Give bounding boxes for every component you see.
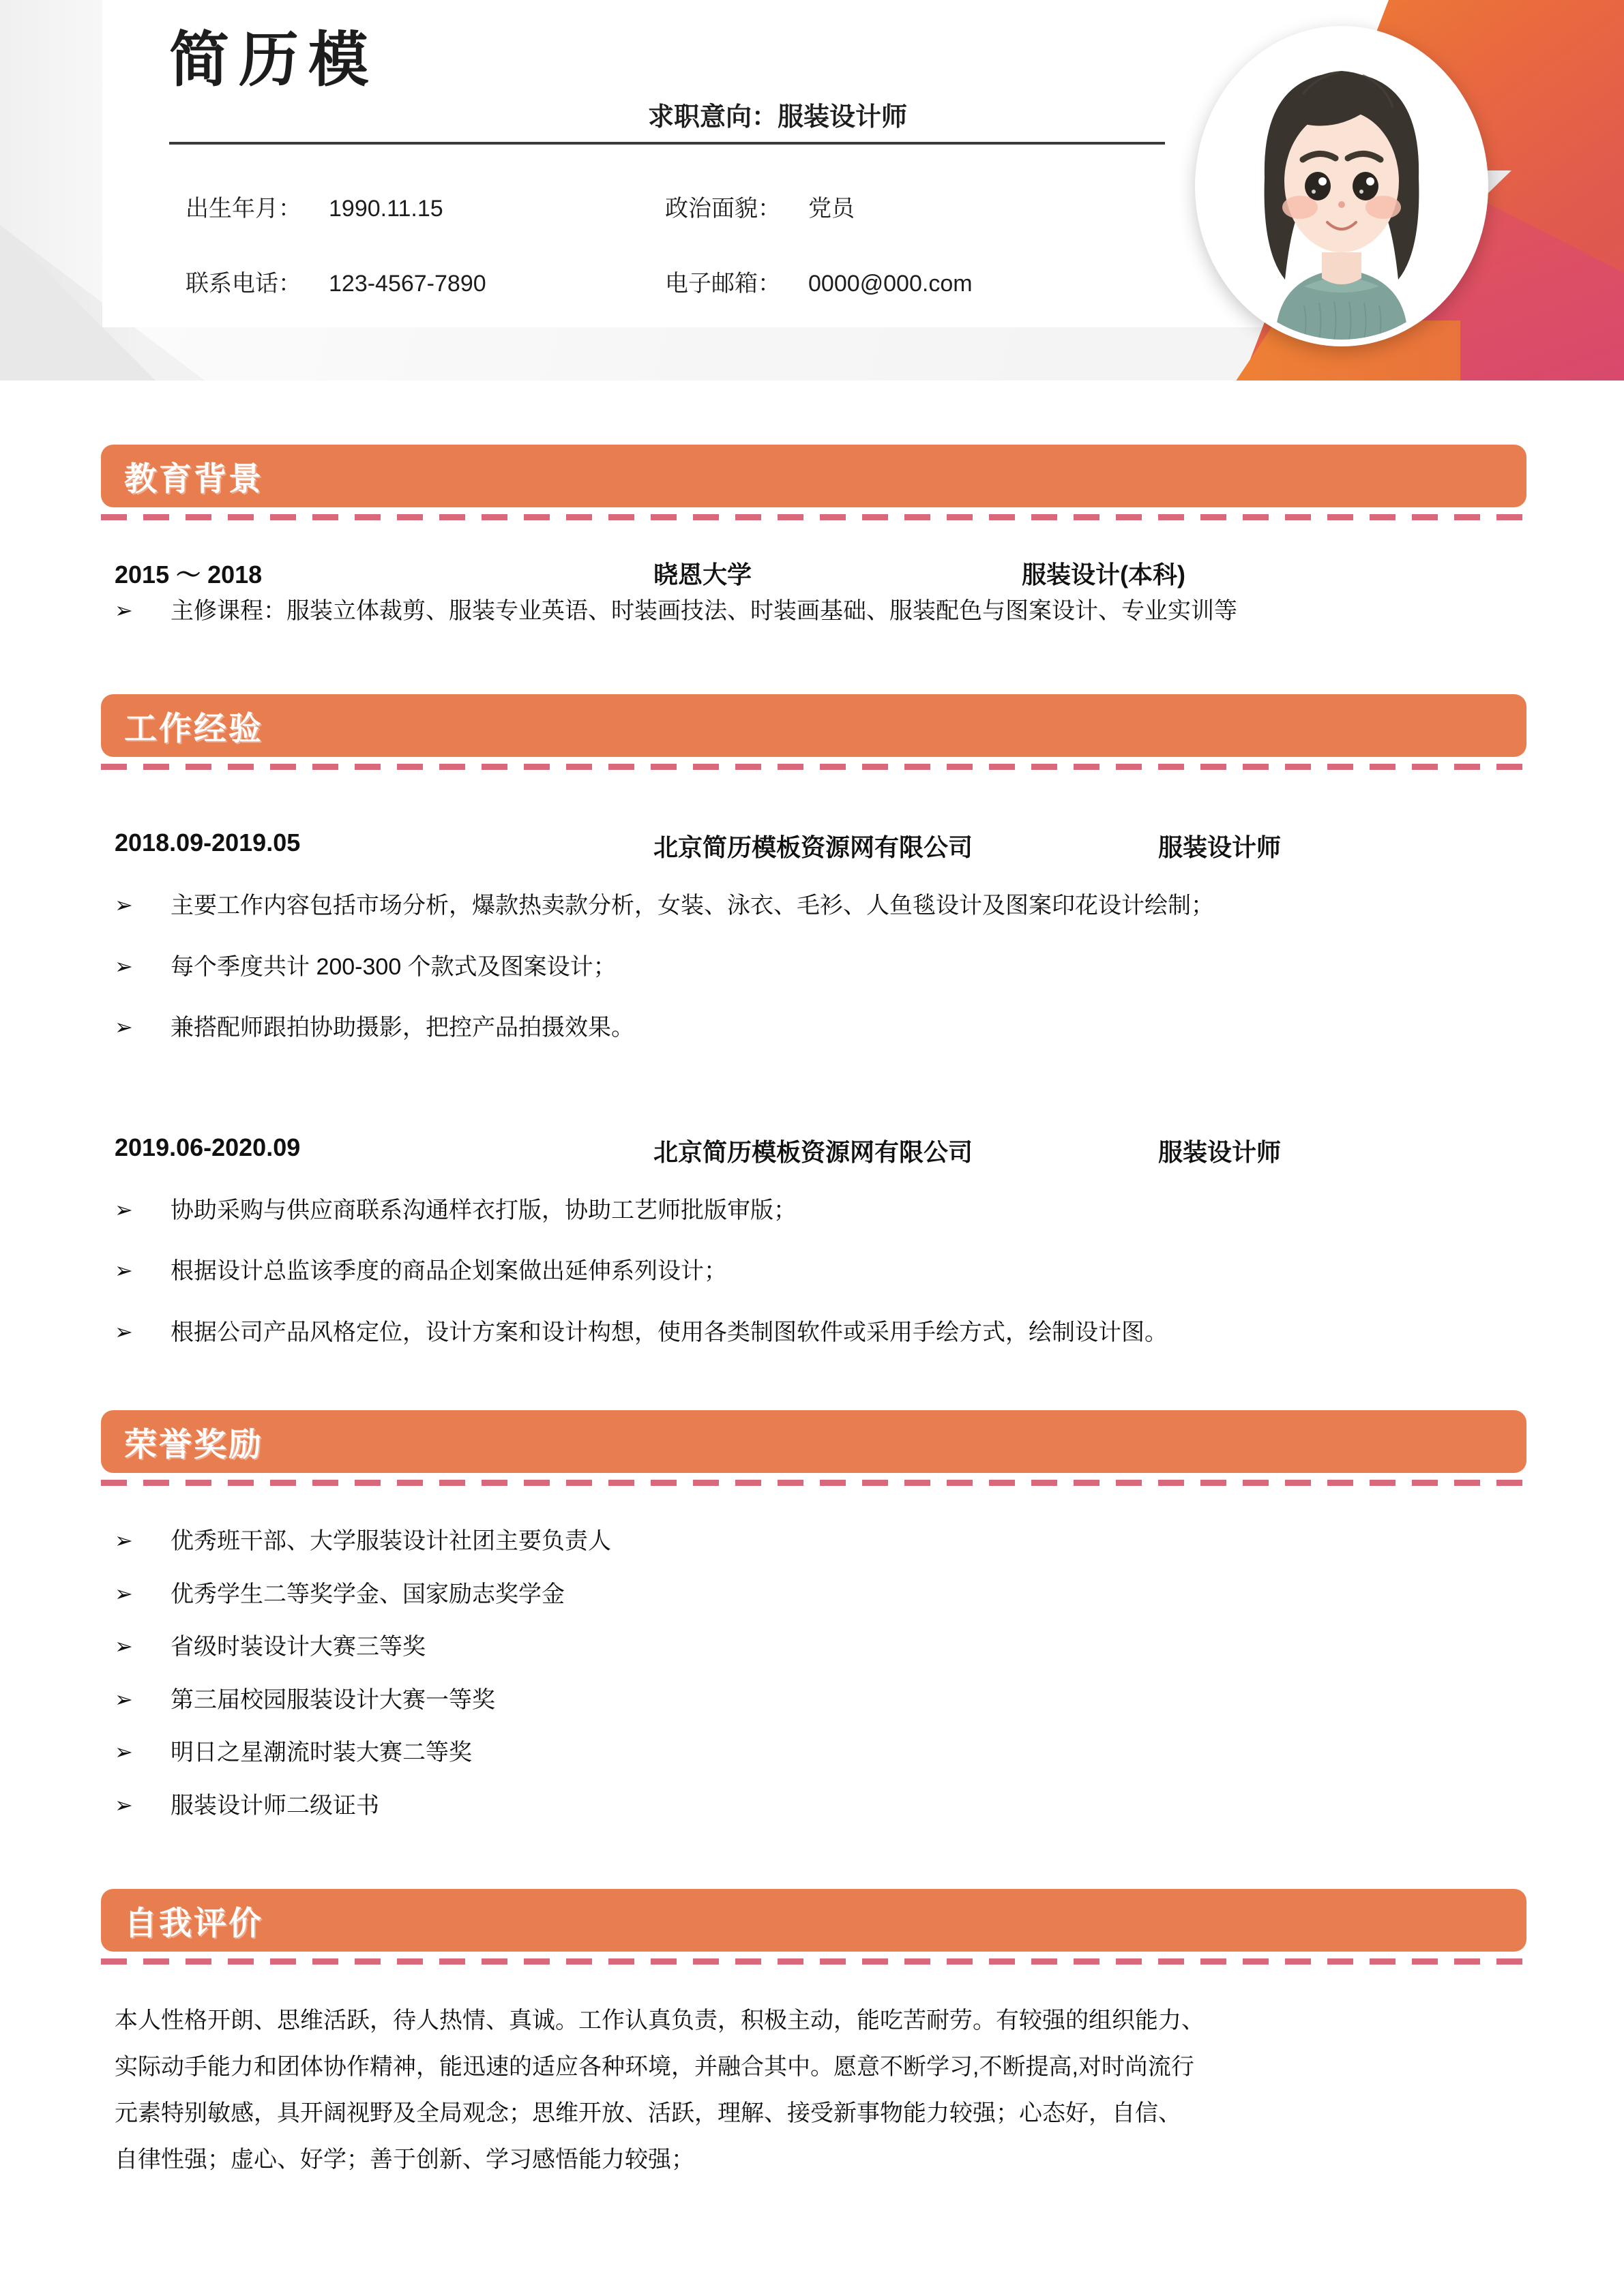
- honor-item: [115, 1737, 1526, 1770]
- work-bullet: [115, 951, 1526, 984]
- arrow-bullet-icon: ➢: [115, 1014, 133, 1041]
- work-entry-head: [115, 1133, 1520, 1166]
- info-phone-label: 联系电话：: [186, 271, 301, 297]
- resume-header: [0, 0, 1624, 381]
- section-honors: [0, 1410, 1624, 1823]
- work-company: 北京简历模板资源网有限公司: [653, 833, 973, 861]
- education-major: 服装设计(本科): [1022, 561, 1185, 588]
- work-bullet-text: 协助采购与供应商联系沟通样衣打版，协助工艺师批版审版；: [171, 1197, 797, 1223]
- work-bullet-text: 根据公司产品风格定位，设计方案和设计构想，使用各类制图软件或采用手绘方式，绘制设计图。: [171, 1319, 1168, 1345]
- arrow-bullet-icon: ➢: [115, 953, 133, 979]
- honor-item-text: 服装设计师二级证书: [171, 1792, 379, 1819]
- self-evaluation-paragraph: [115, 1997, 1520, 2183]
- info-political-status-label: 政治面貌：: [665, 196, 781, 222]
- info-phone: [186, 265, 486, 298]
- education-school: 晓恩大学: [653, 561, 752, 588]
- info-birthdate-value: 1990.11.15: [329, 196, 443, 222]
- arrow-bullet-icon: ➢: [115, 892, 133, 918]
- section-title-work: 工作经验: [124, 711, 264, 747]
- header-divider: [169, 142, 1165, 145]
- honor-item: [115, 1684, 1526, 1717]
- section-header-honors: [101, 1410, 1526, 1473]
- section-title-education: 教育背景: [124, 461, 264, 498]
- arrow-bullet-icon: ➢: [115, 1686, 133, 1712]
- arrow-bullet-icon: ➢: [115, 1791, 133, 1818]
- section-dashed-divider: [101, 1480, 1526, 1486]
- honor-item-text: 第三届校园服装设计大赛一等奖: [171, 1686, 495, 1713]
- arrow-bullet-icon: ➢: [115, 597, 133, 623]
- section-title-honors: 荣誉奖励: [124, 1427, 264, 1463]
- work-bullet-text: 每个季度共计 200-300 个款式及图案设计；: [171, 953, 617, 980]
- section-header-self-evaluation: [101, 1889, 1526, 1952]
- info-political-status: [665, 190, 855, 223]
- work-dates: 2019.06-2020.09: [115, 1133, 301, 1161]
- section-education: [0, 445, 1624, 628]
- honor-item-text: 明日之星潮流时装大赛二等奖: [171, 1740, 472, 1766]
- honor-item: [115, 1790, 1526, 1823]
- honor-item-text: 优秀班干部、大学服装设计社团主要负责人: [171, 1528, 611, 1554]
- work-entry-head: [115, 829, 1520, 861]
- self-evaluation-line: 实际动手能力和团体协作精神，能迅速的适应各种环境，并融合其中。愿意不断学习,不断提高,对时尚流行: [115, 2054, 1194, 2080]
- info-phone-value: 123-4567-7890: [329, 271, 486, 297]
- honor-item-text: 省级时装设计大赛三等奖: [171, 1634, 426, 1660]
- section-title-self-evaluation: 自我评价: [124, 1905, 264, 1942]
- education-dates: 2015 ～ 2018: [115, 561, 263, 588]
- info-email-label: 电子邮箱：: [665, 271, 781, 297]
- work-dates: 2018.09-2019.05: [115, 829, 301, 856]
- self-evaluation-line: 本人性格开朗、思维活跃，待人热情、真诚。工作认真负责，积极主动，能吃苦耐劳。有较强的组织能力、: [115, 2008, 1205, 2033]
- candidate-name: 简历模: [169, 26, 379, 93]
- work-bullet: [115, 1012, 1526, 1045]
- section-header-education: [101, 445, 1526, 507]
- section-self-evaluation: [0, 1889, 1624, 2183]
- honor-item: [115, 1579, 1526, 1611]
- education-bullet: [115, 595, 1526, 628]
- info-email: [665, 265, 973, 298]
- job-objective: 求职意向：服装设计师: [648, 103, 908, 132]
- work-bullet: [115, 1255, 1526, 1288]
- honor-item: [115, 1525, 1526, 1558]
- work-bullet: [115, 890, 1526, 923]
- work-bullet-text: 兼搭配师跟拍协助摄影，把控产品拍摄效果。: [171, 1015, 634, 1041]
- info-birthdate-label: 出生年月：: [186, 196, 301, 222]
- arrow-bullet-icon: ➢: [115, 1318, 133, 1345]
- honor-item-text: 优秀学生二等奖学金、国家励志奖学金: [171, 1581, 565, 1607]
- education-entry-head: [115, 556, 1520, 588]
- info-email-value: 0000@000.com: [808, 271, 973, 297]
- arrow-bullet-icon: ➢: [115, 1257, 133, 1284]
- section-dashed-divider: [101, 1958, 1526, 1965]
- info-birthdate: [186, 190, 443, 223]
- section-dashed-divider: [101, 514, 1526, 520]
- arrow-bullet-icon: ➢: [115, 1527, 133, 1553]
- work-role: 服装设计师: [1158, 1137, 1282, 1166]
- work-role: 服装设计师: [1158, 833, 1282, 861]
- avatar: [1195, 26, 1488, 346]
- work-company: 北京简历模板资源网有限公司: [653, 1137, 973, 1166]
- section-dashed-divider: [101, 764, 1526, 770]
- work-bullet-text: 主要工作内容包括市场分析，爆款热卖款分析，女装、泳衣、毛衫、人鱼毯设计及图案印花设计绘制；: [171, 893, 1214, 919]
- work-bullet: [115, 1317, 1526, 1350]
- self-evaluation-line: 元素特别敏感，具开阔视野及全局观念；思维开放、活跃，理解、接受新事物能力较强；心态好，自信、: [115, 2100, 1181, 2126]
- arrow-bullet-icon: ➢: [115, 1739, 133, 1765]
- arrow-bullet-icon: ➢: [115, 1633, 133, 1660]
- section-work: [0, 694, 1624, 1350]
- education-bullet-text: 主修课程：服装立体裁剪、服装专业英语、时装画技法、时装画基础、服装配色与图案设计、专业实训等: [171, 598, 1237, 624]
- section-header-work: [101, 694, 1526, 757]
- avatar-image: [1202, 33, 1481, 340]
- arrow-bullet-icon: ➢: [115, 1196, 133, 1223]
- honor-item: [115, 1631, 1526, 1664]
- self-evaluation-line: 自律性强；虚心、好学；善于创新、学习感悟能力较强；: [115, 2147, 694, 2173]
- work-bullet-text: 根据设计总监该季度的商品企划案做出延伸系列设计；: [171, 1258, 727, 1285]
- work-bullet: [115, 1195, 1526, 1227]
- arrow-bullet-icon: ➢: [115, 1580, 133, 1607]
- info-political-status-value: 党员: [808, 196, 855, 222]
